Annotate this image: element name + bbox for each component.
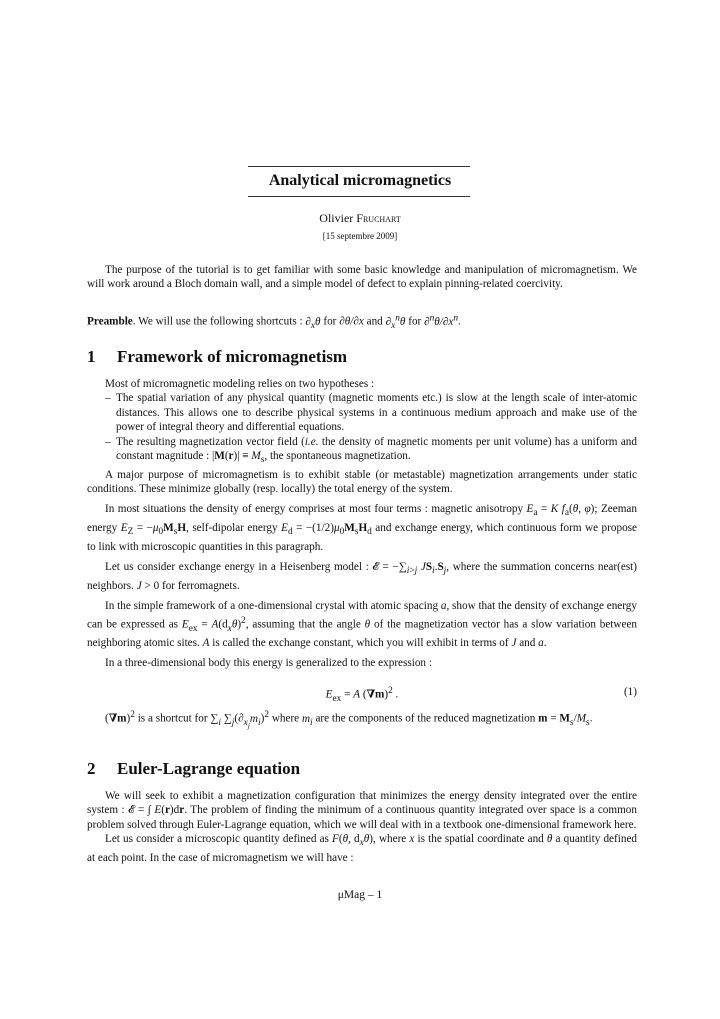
preamble-text: Preamble. We will use the following shortcuts : $\partial_x\theta$ for ∂θ/∂x and $\partial_x^n\theta$ for $\partial^n\theta/\partial x^n$. [87, 313, 461, 331]
section-1-number: 1 [87, 347, 96, 366]
section-1-title: Framework of micromagnetism [117, 347, 348, 366]
title-rule-bottom [248, 196, 470, 197]
section-1-heading [87, 347, 347, 367]
author-last-name: Fruchart [356, 211, 401, 225]
list-item: – The resulting magnetization vector field (i.e. the density of magnetic moments per unit volume) has a uniform and constant magnitude : $|M(r)| \equiv M_s$, the spontaneous magnetization. [87, 435, 637, 468]
paper-title: Analytical micromagnetics [268, 172, 452, 189]
paragraph: In a three-dimensional body this energy is generalized to the expression : [105, 657, 432, 670]
paragraph: Let us consider a microscopic quantity defined as F(θ, $d_x\theta$), where x is the spatial coordinate and θ a quantity defined at each point. In the case of micromagnetism we will have : [87, 833, 638, 864]
paragraph: In most situations the density of energy comprises at most four terms : magnetic anisotropy $E_a = K$ $f_a(\theta$, φ); Zeeman energy $E_Z = -\mu_0M_sH$, self-dipolar energy $E_d = -(1/2)\mu_0M_sH_d$ and exchange energy, which continuous form we propose to link with microscopic quantities in this paragraph. [87, 503, 637, 553]
section-2-heading [87, 759, 300, 779]
preamble [87, 311, 637, 333]
date: [15 septembre 2009] [322, 231, 398, 241]
title-rule-top [248, 166, 470, 167]
preamble-label: Preamble [87, 315, 133, 328]
abstract [87, 263, 637, 292]
section-1-body [87, 377, 637, 671]
section-2-body [87, 789, 637, 865]
paragraph: A major purpose of micromagnetism is to exhibit stable (or metastable) magnetization arrangements under static conditions. These minimize globally (resp. locally) the total energy of the system. [87, 468, 637, 496]
equation-explanation [87, 708, 637, 733]
page-footer: μMag – 1 [337, 889, 383, 901]
equation-body: $E_{ex} = A$ $(\nabla m)^2$ . [325, 686, 399, 704]
author-first-name: Olivier [319, 211, 354, 225]
hypotheses-intro: Most of micromagnetic modeling relies on two hypotheses : [105, 378, 375, 390]
author [0, 211, 720, 226]
hypotheses-list [87, 391, 637, 467]
paragraph: We will seek to exhibit a magnetization configuration that minimizes the energy density integrated over the entire system : 𝓔 = ∫ E(r)dr. The problem of finding the minimum of a continuous quantity integrated over space is a common problem solved through Euler-Lagrange equation, which we will deal with in a textbook one-dimensional framework here. [87, 790, 637, 831]
paragraph: Let us consider exchange energy in a Heisenberg model : 𝓔 = $-\sum_{i>j}$ $JS_i.S_j$, where the summation concerns near(est) neighbors. J > 0 for ferromagnets. [87, 561, 638, 592]
paragraph: In the simple framework of a one-dimensional crystal with atomic spacing a, show that the density of exchange energy can be expressed as $E_{ex} = A(d_x\theta)^2$, assuming that the angle θ of the magnetization vector has a slow variation between neighboring atomic sites. A is called the exchange constant, which you will exhibit in terms of J and a. [87, 600, 638, 649]
paragraph: $(\nabla m)^2$ is a shortcut for $\sum_i$ $\sum_j(\partial_{x_j}m_i)^2$ where $m_i$ are the components of the reduced magnetization $m = M_s/M_s$. [105, 710, 593, 730]
section-2-number: 2 [87, 759, 96, 778]
section-2-title: Euler-Lagrange equation [117, 759, 301, 778]
equation-number: (1) [623, 686, 637, 698]
abstract-text: The purpose of the tutorial is to get familiar with some basic knowledge and manipulation of micromagnetism. We will work around a Bloch domain wall, and a simple model of defect to explain pinning-related coercivity. [87, 264, 637, 291]
list-item: – The spatial variation of any physical quantity (magnetic moments etc.) is slow at the length scale of inter-atomic distances. This allows one to describe physical systems in a continuous medium approach and make use of the power of integral theory and differential equations. [87, 391, 637, 434]
